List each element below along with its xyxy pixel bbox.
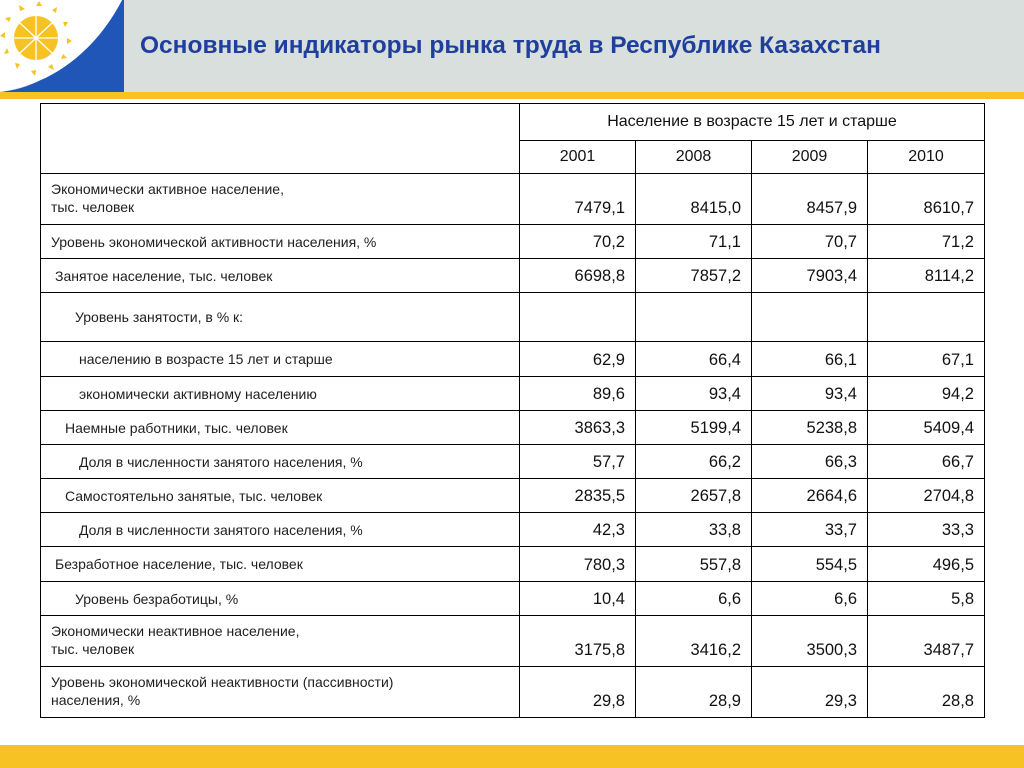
cell-value: 2657,8 (636, 479, 752, 513)
table-row (41, 342, 985, 377)
cell-value (752, 293, 868, 342)
cell-value (868, 293, 985, 342)
cell-value: 28,8 (868, 667, 985, 718)
cell-value: 2704,8 (868, 479, 985, 513)
cell-value: 6,6 (636, 582, 752, 616)
cell-value: 29,8 (520, 667, 636, 718)
table-row (41, 479, 985, 513)
row-label-line: населения, % (51, 692, 141, 708)
row-label-line: тыс. человек (51, 641, 135, 657)
cell-value: 3487,7 (868, 616, 985, 667)
row-label: Уровень занятости, в % к: (41, 293, 520, 342)
cell-value: 33,8 (636, 513, 752, 547)
row-label-line: Экономически активное население, (51, 181, 284, 197)
page-title: Основные индикаторы рынка труда в Республике Казахстан (140, 32, 881, 59)
row-label: Уровень экономической активности населения, % (41, 225, 520, 259)
cell-value: 496,5 (868, 547, 985, 582)
sun-emblem-icon (0, 0, 124, 92)
row-label: Уровень безработицы, % (41, 582, 520, 616)
row-label (41, 616, 520, 667)
cell-value: 3500,3 (752, 616, 868, 667)
year-header: 2008 (636, 141, 752, 174)
cell-value: 66,7 (868, 445, 985, 479)
table-row (41, 445, 985, 479)
row-label-line: тыс. человек (51, 199, 135, 215)
slide-header (0, 0, 1024, 92)
cell-value: 7857,2 (636, 259, 752, 293)
cell-value: 67,1 (868, 342, 985, 377)
cell-value: 28,9 (636, 667, 752, 718)
cell-value: 3863,3 (520, 411, 636, 445)
cell-value: 33,7 (752, 513, 868, 547)
header-accent-bar (0, 92, 1024, 99)
cell-value: 6698,8 (520, 259, 636, 293)
cell-value: 8457,9 (752, 174, 868, 225)
cell-value: 66,2 (636, 445, 752, 479)
table-row (41, 582, 985, 616)
cell-value: 5409,4 (868, 411, 985, 445)
cell-value: 71,2 (868, 225, 985, 259)
footer-accent-bar (0, 745, 1024, 768)
cell-value: 93,4 (636, 377, 752, 411)
row-label: экономически активному населению (41, 377, 520, 411)
row-label-line: Экономически неактивное население, (51, 623, 300, 639)
cell-value: 66,4 (636, 342, 752, 377)
cell-value: 93,4 (752, 377, 868, 411)
row-label (41, 667, 520, 718)
logo (0, 0, 124, 92)
cell-value: 66,3 (752, 445, 868, 479)
year-header: 2010 (868, 141, 985, 174)
cell-value: 8415,0 (636, 174, 752, 225)
cell-value: 33,3 (868, 513, 985, 547)
row-label-line: Уровень экономической неактивности (пассивности) (51, 674, 394, 690)
cell-value: 62,9 (520, 342, 636, 377)
row-label: Наемные работники, тыс. человек (41, 411, 520, 445)
cell-value: 29,3 (752, 667, 868, 718)
cell-value: 5,8 (868, 582, 985, 616)
cell-value: 10,4 (520, 582, 636, 616)
group-header: Население в возрасте 15 лет и старше (520, 104, 985, 141)
row-label (41, 174, 520, 225)
cell-value: 2835,5 (520, 479, 636, 513)
table-corner-cell (41, 104, 520, 174)
row-label: Доля в численности занятого населения, % (41, 513, 520, 547)
cell-value: 57,7 (520, 445, 636, 479)
cell-value: 66,1 (752, 342, 868, 377)
cell-value: 5238,8 (752, 411, 868, 445)
cell-value: 6,6 (752, 582, 868, 616)
cell-value: 70,7 (752, 225, 868, 259)
cell-value: 2664,6 (752, 479, 868, 513)
row-label: Занятое население, тыс. человек (41, 259, 520, 293)
cell-value: 3416,2 (636, 616, 752, 667)
table-row (41, 616, 985, 667)
year-header: 2009 (752, 141, 868, 174)
cell-value: 554,5 (752, 547, 868, 582)
cell-value: 42,3 (520, 513, 636, 547)
row-label: Доля в численности занятого населения, % (41, 445, 520, 479)
labor-market-table (40, 103, 985, 718)
year-header: 2001 (520, 141, 636, 174)
cell-value: 7903,4 (752, 259, 868, 293)
cell-value: 71,1 (636, 225, 752, 259)
row-label: Безработное население, тыс. человек (41, 547, 520, 582)
table-row (41, 377, 985, 411)
table-row (41, 547, 985, 582)
table-row (41, 225, 985, 259)
cell-value: 8114,2 (868, 259, 985, 293)
cell-value: 7479,1 (520, 174, 636, 225)
cell-value: 94,2 (868, 377, 985, 411)
table-row (41, 411, 985, 445)
table-row (41, 667, 985, 718)
cell-value: 780,3 (520, 547, 636, 582)
row-label: населению в возрасте 15 лет и старше (41, 342, 520, 377)
table-row (41, 513, 985, 547)
table-row (41, 259, 985, 293)
cell-value: 8610,7 (868, 174, 985, 225)
cell-value (636, 293, 752, 342)
table-row (41, 174, 985, 225)
cell-value: 557,8 (636, 547, 752, 582)
table-row (41, 293, 985, 342)
cell-value: 5199,4 (636, 411, 752, 445)
cell-value: 3175,8 (520, 616, 636, 667)
row-label: Самостоятельно занятые, тыс. человек (41, 479, 520, 513)
cell-value: 89,6 (520, 377, 636, 411)
cell-value (520, 293, 636, 342)
cell-value: 70,2 (520, 225, 636, 259)
